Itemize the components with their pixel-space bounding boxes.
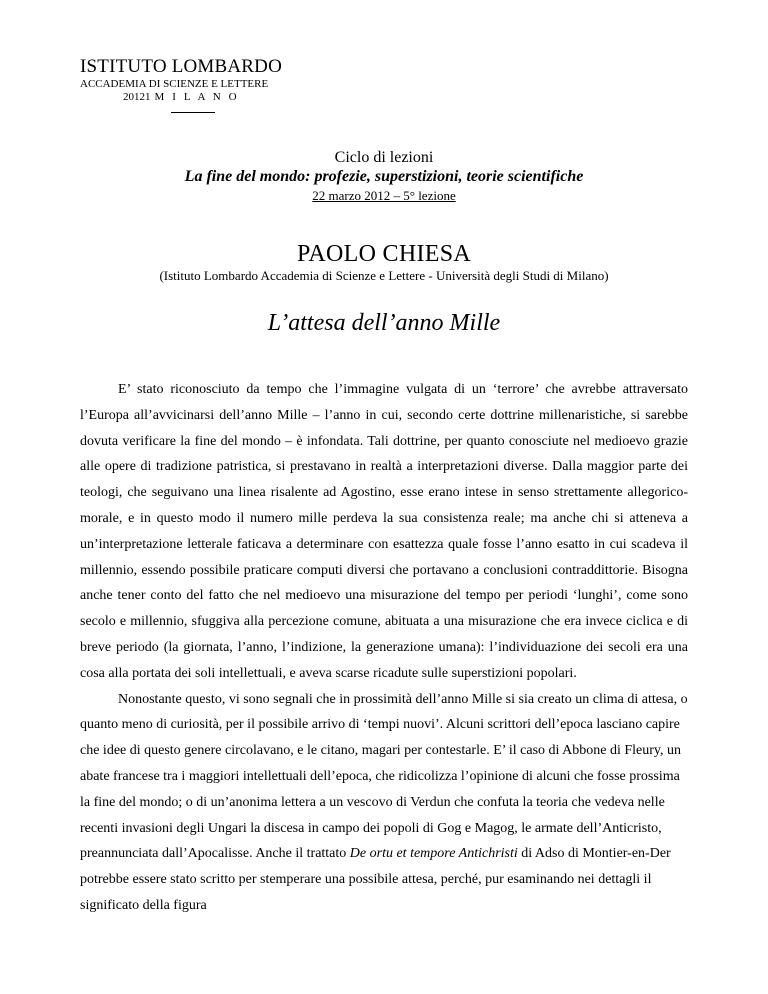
lecture-title: L’attesa dell’anno Mille (267, 310, 501, 336)
postal-code: 20121 (123, 91, 151, 103)
speaker-affiliation: (Istituto Lombardo Accademia di Scienze e Lettere - Università degli Studi di Milano) (159, 268, 609, 283)
lecture-date: 22 marzo 2012 – 5° lezione (312, 188, 456, 203)
institute-address (123, 91, 239, 104)
institute-name: ISTITUTO LOMBARDO (80, 56, 283, 77)
paragraph-1: E’ stato riconosciuto da tempo che l’immagine vulgata di un ‘terrore’ che avrebbe attraversato l’Europa all’avvicinarsi dell’anno Mille – l’anno in cui, secondo certe dottrine millenaristiche, si sarebbe dovuta verificare la fine del mondo – è infondata. Tali dottrine, per quanto conosciute nel medioevo grazie alle opere di tradizione patristica, si prestavano in realtà a interpretazioni diverse. Dalla maggior parte dei teologi, che seguivano una linea risalente ad Agostino, esse erano intese in senso strettamente allegorico-morale, e in questo modo il numero mille perdeva la sua consistenza reale; ma anche chi si atteneva a un’interpretazione letterale faticava a determinare con esattezza quale fosse l’anno esatto in cui scadeva il millennio, essendo possibile praticare computi diversi che portavano a conclusioni contraddittorie. Bisogna anche tener conto del fatto che nel medioevo una misurazione del tempo per periodi ‘lunghi’, come sono secolo e millennio, sfuggiva alla percezione comune, abituata a una misurazione che era invece ciclica e di breve periodo (la giornata, l’anno, l’indizione, la generazione umana): l’individuazione dei secoli era una cosa alla portata dei soli intellettuali, e aveva scarse ricadute sulle superstizioni popolari. (80, 382, 688, 681)
work-title: De ortu et tempore Antichristi (349, 846, 518, 862)
header-divider (171, 112, 215, 113)
series-title: La fine del mondo: profezie, superstizioni, teorie scientifiche (184, 168, 584, 185)
speaker-name: PAOLO CHIESA (296, 241, 472, 267)
paragraph-2-text-a: Nonostante questo, vi sono segnali che in prossimità dell’anno Mille si sia creato un clima di attesa, o quanto meno di curiosità, per il possibile arrivo di ‘tempi nuovi’. Alcuni scrittori dell’epoca lasciano capire che idee di questo genere circolavano, e le citano, magari per contestarle. E’ il caso di Abbone di Fleury, un abate francese tra i maggiori intellettuali dell’epoca, che ridicolizza l’opinione di alcuni che fosse prossima la fine del mondo; o di un’anonima lettera a un vescovo di Verdun che confuta la teoria che vedeva nelle recenti invasioni degli Ungari la discesa in campo dei popoli di Gog e Magog, le armate dell’Anticristo, preannunciata dall’Apocalisse. Anche il trattato (80, 691, 688, 862)
body-text (80, 377, 688, 919)
series-label: Ciclo di lezioni (334, 149, 434, 166)
city-name: M I L A N O (154, 91, 240, 103)
paragraph-2 (80, 687, 688, 919)
paragraph-2-text-b: di Adso di Montier-en-Der potrebbe essere stato scritto per stemperare una possibile attesa, perché, pur esaminando nei dettagli il significato della figura (80, 846, 671, 913)
academy-subtitle: ACCADEMIA DI SCIENZE E LETTERE (80, 78, 269, 90)
